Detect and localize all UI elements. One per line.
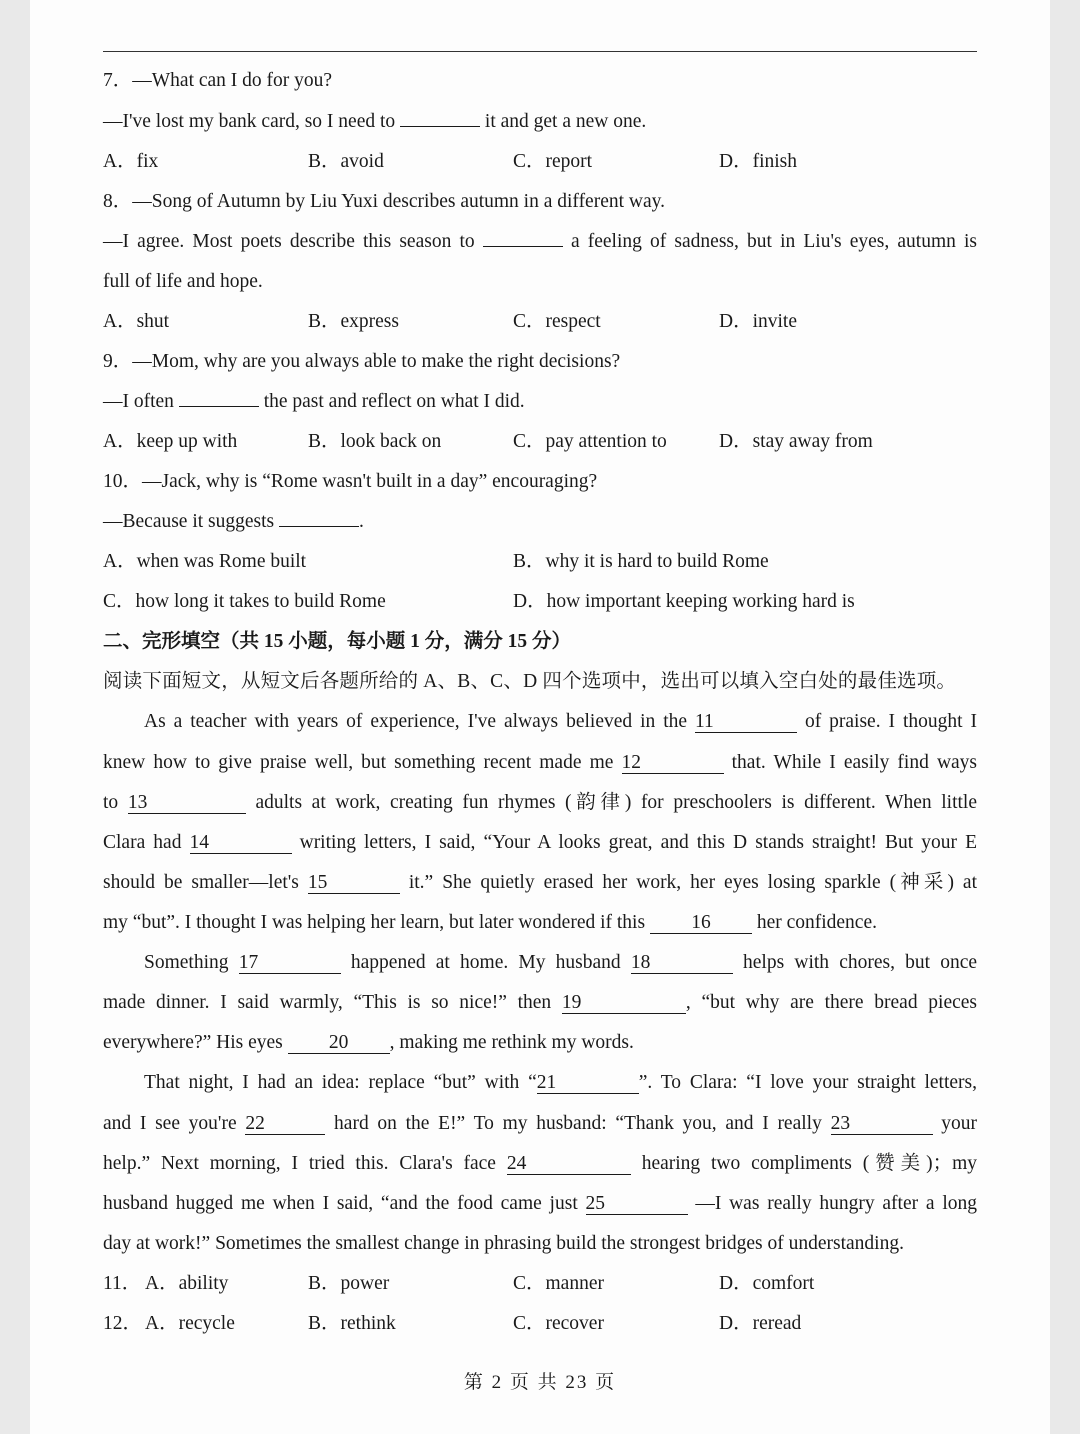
passage-line: knew how to give praise well, but something recent made me 12 that. While I easily find ways bbox=[103, 752, 978, 773]
blank-20[interactable]: 20 bbox=[288, 1033, 390, 1054]
option-a[interactable]: A．when was Rome built bbox=[103, 551, 307, 572]
question-9-prompt: 9．—Mom, why are you always able to make the right decisions? bbox=[103, 351, 621, 372]
passage-line: should be smaller—let's 15 it.” She quietly erased her work, her eyes losing sparkle (神采) at bbox=[103, 872, 978, 893]
option-c[interactable]: C．pay attention to bbox=[513, 431, 667, 452]
option-c[interactable]: C．recover bbox=[513, 1313, 604, 1334]
blank-25[interactable]: 25 bbox=[586, 1194, 688, 1215]
blank[interactable] bbox=[279, 526, 359, 527]
blank-22[interactable]: 22 bbox=[245, 1114, 325, 1135]
passage-line: to 13 adults at work, creating fun rhymes (韵律) for preschoolers is different. When little bbox=[103, 792, 978, 813]
blank-15[interactable]: 15 bbox=[308, 873, 400, 894]
option-a[interactable]: A．recycle bbox=[145, 1313, 235, 1334]
blank-17[interactable]: 17 bbox=[239, 953, 341, 974]
option-a[interactable]: A．keep up with bbox=[103, 431, 238, 452]
passage-line: As a teacher with years of experience, I've always believed in the 11 of praise. I thought I bbox=[144, 711, 977, 732]
passage-line: everywhere?” His eyes 20 , making me rethink my words. bbox=[103, 1032, 634, 1053]
passage-line: my “but”. I thought I was helping her learn, but later wondered if this 16 her confidence. bbox=[103, 912, 877, 933]
blank[interactable] bbox=[179, 406, 259, 407]
option-a[interactable]: A．ability bbox=[145, 1273, 229, 1294]
question-number: 11． bbox=[103, 1273, 142, 1294]
blank-14[interactable]: 14 bbox=[190, 833, 292, 854]
blank-18[interactable]: 18 bbox=[631, 953, 733, 974]
passage-line: and I see you're 22 hard on the E!” To my husband: “Thank you, and I really 23 your bbox=[103, 1113, 978, 1134]
question-7-prompt: 7．—What can I do for you? bbox=[103, 70, 333, 91]
question-10-prompt: 10．—Jack, why is “Rome wasn't built in a day” encouraging? bbox=[103, 471, 598, 492]
blank-13[interactable]: 13 bbox=[128, 793, 246, 814]
passage-line: husband hugged me when I said, “and the food came just 25 —I was really hungry after a long bbox=[103, 1193, 977, 1214]
blank-12[interactable]: 12 bbox=[622, 753, 724, 774]
blank-23[interactable]: 23 bbox=[831, 1114, 933, 1135]
option-c[interactable]: C．respect bbox=[513, 311, 601, 332]
question-8-line2: —I agree. Most poets describe this season to a feeling of sadness, but in Liu's eyes, autumn is bbox=[103, 231, 978, 252]
option-c[interactable]: C．report bbox=[513, 151, 593, 172]
option-d[interactable]: D．comfort bbox=[719, 1273, 815, 1294]
option-d[interactable]: D．reread bbox=[719, 1313, 802, 1334]
passage-line: help.” Next morning, I tried this. Clara's face 24 hearing two compliments (赞美)；my bbox=[103, 1153, 978, 1174]
option-b[interactable]: B．avoid bbox=[308, 151, 384, 172]
question-7-line2: —I've lost my bank card, so I need to it and get a new one. bbox=[103, 111, 647, 132]
passage-line: That night, I had an idea: replace “but” with “21 ”. To Clara: “I love your straight letters, bbox=[144, 1072, 977, 1093]
header-rule bbox=[103, 51, 977, 52]
option-a[interactable]: A．fix bbox=[103, 151, 159, 172]
option-b[interactable]: B．look back on bbox=[308, 431, 442, 452]
option-d[interactable]: D．stay away from bbox=[719, 431, 873, 452]
option-c[interactable]: C．how long it takes to build Rome bbox=[103, 591, 386, 612]
blank-19[interactable]: 19 bbox=[562, 993, 686, 1014]
page-footer: 第 2 页 共 23 页 bbox=[463, 1372, 617, 1393]
question-10-line2: —Because it suggests . bbox=[103, 511, 364, 532]
question-9-line2: —I often the past and reflect on what I did. bbox=[103, 391, 525, 412]
blank-11[interactable]: 11 bbox=[695, 712, 797, 733]
question-8-prompt: 8．—Song of Autumn by Liu Yuxi describes autumn in a different way. bbox=[103, 191, 666, 212]
passage-line: made dinner. I said warmly, “This is so nice!” then 19 , “but why are there bread pieces bbox=[103, 992, 977, 1013]
blank-21[interactable]: 21 bbox=[537, 1073, 639, 1094]
blank-16[interactable]: 16 bbox=[650, 913, 752, 934]
section-heading: 二、完形填空（共 15 小题，每小题 1 分，满分 15 分） bbox=[103, 631, 572, 652]
option-b[interactable]: B．rethink bbox=[308, 1313, 396, 1334]
section-instruction: 阅读下面短文，从短文后各题所给的 A、B、C、D 四个选项中，选出可以填入空白处的最佳选项。 bbox=[103, 671, 957, 692]
option-d[interactable]: D．finish bbox=[719, 151, 798, 172]
option-b[interactable]: B．power bbox=[308, 1273, 390, 1294]
passage-line: day at work!” Sometimes the smallest change in phrasing build the strongest bridges of understanding. bbox=[103, 1233, 904, 1254]
question-number: 12． bbox=[103, 1313, 143, 1334]
option-d[interactable]: D．invite bbox=[719, 311, 797, 332]
option-c[interactable]: C．manner bbox=[513, 1273, 604, 1294]
blank[interactable] bbox=[483, 246, 563, 247]
option-d[interactable]: D．how important keeping working hard is bbox=[513, 591, 855, 612]
passage-line: Something 17 happened at home. My husband 18 helps with chores, but once bbox=[144, 952, 978, 973]
option-b[interactable]: B．why it is hard to build Rome bbox=[513, 551, 769, 572]
blank[interactable] bbox=[400, 126, 480, 127]
option-b[interactable]: B．express bbox=[308, 311, 399, 332]
blank-24[interactable]: 24 bbox=[507, 1154, 631, 1175]
question-8-line3: full of life and hope. bbox=[103, 271, 263, 292]
option-a[interactable]: A．shut bbox=[103, 311, 170, 332]
passage-line: Clara had 14 writing letters, I said, “Your A looks great, and this D stands straight! But your E bbox=[103, 832, 978, 853]
